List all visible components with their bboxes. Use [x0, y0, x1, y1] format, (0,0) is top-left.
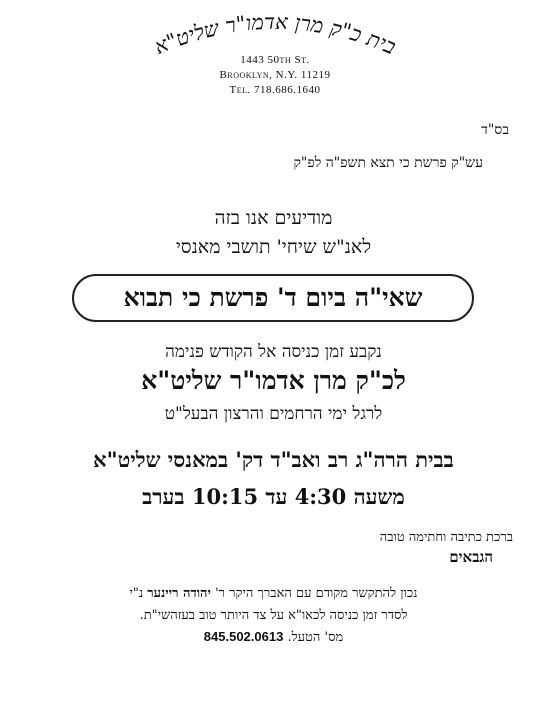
signer-line: הגבאים — [449, 548, 493, 566]
intro-line-2: לאנ"ש שיחי' תושבי מאנסי — [175, 236, 372, 258]
time-line: משעה 4:30 עד 10:15 בערב — [142, 484, 405, 509]
header-date: עש"ק פרשת כי תצא תשפ"ה לפ"ק — [293, 155, 483, 171]
phone-number: 845.502.0613 — [203, 629, 284, 644]
rebbe-title: לכ"ק מרן אדמו"ר שליט"א — [141, 366, 406, 395]
location-line: בבית הרה"ג רב ואב"ד דק' במאנסי שליט"א — [93, 447, 454, 472]
letterhead-address-line2: Brooklyn, N.Y. 11219 — [219, 69, 331, 81]
arrange-line: לסדר זמן כניסה לכאו"א על צד היותר טוב בעזהשי"ת. — [139, 608, 408, 623]
date-box-text: שאי"ה ביום ד' פרשת כי תבוא — [123, 283, 423, 312]
letterhead-phone: Tel. 718.686.1640 — [229, 84, 321, 96]
letterhead-address-line1: 1443 50th St. — [240, 54, 310, 66]
date-box — [72, 274, 474, 322]
phone-label: מס' הטעל. — [287, 630, 344, 645]
contact-suffix: נ"י — [129, 586, 144, 601]
contact-line — [0, 585, 547, 601]
bsd-mark: בס"ד — [481, 122, 509, 138]
contact-prefix: נכון להתקשר מקודם עם האברך היקר ר' — [215, 586, 418, 601]
letterhead-name: בית כ"ק מרן אדמו"ר שליט"א — [150, 9, 400, 60]
contact-name: יהודה ריינער — [147, 586, 211, 601]
blessing-line: ברכת כתיבה וחתימה טובה — [379, 530, 513, 545]
occasion-line: לרגל ימי הרחמים והרצון הבעל"ט — [164, 404, 383, 424]
entry-line: נקבע זמן כניסה אל הקודש פנימה — [165, 342, 382, 362]
intro-line-1: מודיעים אנו בזה — [214, 207, 333, 229]
phone-line — [0, 629, 547, 645]
